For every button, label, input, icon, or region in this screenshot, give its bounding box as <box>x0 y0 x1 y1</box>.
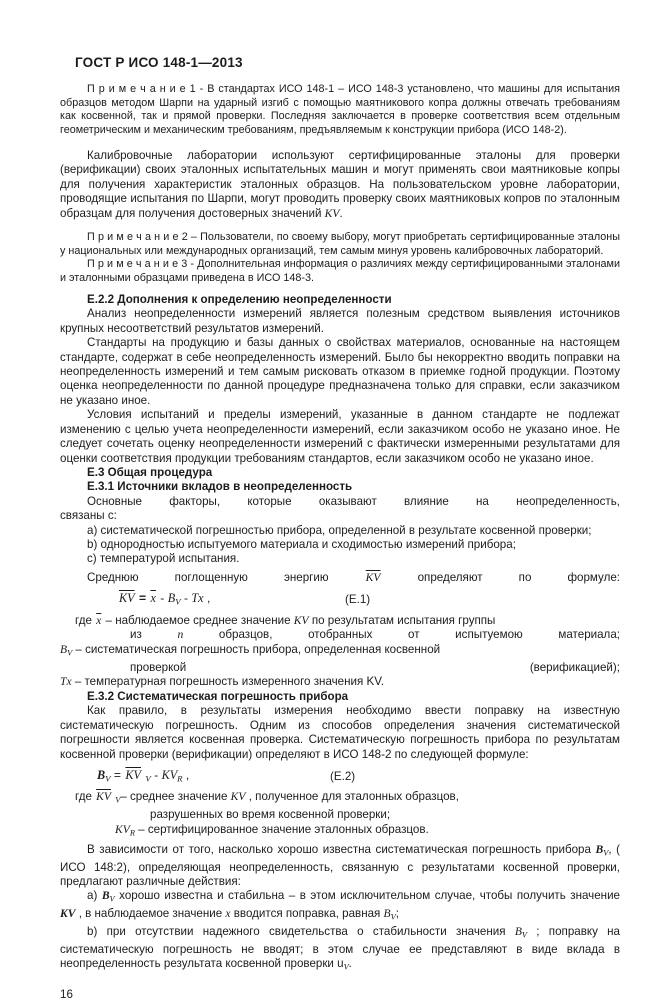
where-tx-line: Tx – температурная погрешность измеренного значения KV. <box>60 675 385 689</box>
formula-e1 <box>60 588 620 611</box>
page-number: 16 <box>60 987 73 1001</box>
formula-e2-number: (Е.2) <box>330 769 356 783</box>
where-kvr-line: $KV_R$ – сертифицированное значение эталонных образцов. <box>115 822 429 838</box>
note-3: П р и м е ч а н и е 3 - Дополнительная информация о различиях между сертифицированными эталонами и эталонными образцами приведена в ИСО 148-3. <box>60 258 620 284</box>
where-kvv-line1: где $\overline{KV}$ $_V$– среднее значение KV , полученное для эталонных образцов, <box>75 790 459 805</box>
where-bv-line1: $B_V$ – систематическая погрешность прибора, определенная косвенной <box>60 642 441 658</box>
paragraph-rule: Как правило, в результаты измерения необходимо ввести поправку на известную систематическую погрешность. Одним из способов определения значения систематической погрешности является косвенная проверка. Систематическую погрешность прибора по результатам косвенной проверки (верификации) определяют в ИСО 148-2 по следующей формуле: <box>60 704 620 761</box>
formula-e1-number: (Е.1) <box>345 593 371 607</box>
list-item-b: b) однородностью испытуемого материала и сходимостью измерений прибора; <box>87 537 516 551</box>
paragraph-conditions: Условия испытаний и пределы измерений, указанные в данном стандарте не подлежат изменению с целью учета неопределенности измерений, если заказчиком особо не указано иное. Не следует сочетать оценку неопределенности измерений с фактически измеренными результатами для оценки соответствия продукции требованиям стандартов, если заказчиком особо не указано иное. <box>60 408 620 465</box>
paragraph-item-b: b) при отсутствии надежного свидетельства о стабильности значения $B_V$ ; поправку на систематическую погрешность не вводят; в этом случае ее представляют в виде вклада в неопределенность результата косвенной проверки $u_V$. <box>60 924 621 972</box>
paragraph-average-energy: Среднюю поглощенную энергию $\overline{KV}$ определяют по формуле: <box>87 570 621 584</box>
page-header: ГОСТ Р ИСО 148-1—2013 <box>75 55 243 70</box>
formula-e2 <box>60 765 620 788</box>
paragraph-standards: Стандарты на продукцию и базы данных о свойствах материалов, основанные на настоящем стандарте, содержат в себе неопределенность измерений. Было бы некорректно вводить поправки на неопределенность измерений и тем самым рисковать отказом в приемке годной продукции. Поэтому оценка неопределенности по данной процедуре предназначена только для справки, если заказчиком не указано иное. <box>60 336 620 407</box>
paragraph-factors-line2: связаны с: <box>60 509 117 523</box>
paragraph-item-a: а) $B_V$ хорошо известна и стабильна – в этом исключительном случае, чтобы получить значение KV , в наблюдаемое значение x вводится поправка, равная $B_V$; <box>60 889 621 922</box>
heading-e3: Е.3 Общая процедура <box>87 465 213 479</box>
paragraph-analysis: Анализ неопределенности измерений является полезным средством выявления источников крупных несоответствий результатов измерений. <box>60 307 620 335</box>
where-bv-line2-left: проверкой <box>130 660 187 674</box>
paragraph-calibration: Калибровочные лаборатории используют сертифицированные эталоны для проверки (верификации) своих эталонных испытательных машин и могут применять свои маятниковые копры для получения характеристик эталонных образцов. На пользовательском уровне лаборатории, проводящие испытания по Шарпи, могут проводить проверку своих маятниковых копров по эталонным образцам для получения достоверных значений KV. <box>60 149 620 220</box>
formula-e2-expression: $B_V = \overline{KV}$ $_V - KV_R$ , <box>97 767 190 784</box>
where-bv-line2 <box>60 661 620 676</box>
list-item-c: c) температурой испытания. <box>87 552 240 566</box>
paragraph-factors-line1: Основные факторы, которые оказывают влияние на неопределенность, <box>87 494 620 508</box>
note-1: П р и м е ч а н и е 1 - В стандартах ИСО 148-1 – ИСО 148-3 установлено, что машины для испытания образцов методом Шарпи на ударный изгиб с помощью маятникового копра должны отвечать требованиям как косвенной, так и прямой проверки. Последняя заключается в проверке соответствия всем отдельным геометрическим и механическим требованиям, предъявляемым к конструкции прибора (ИСО 148-2). <box>60 83 620 136</box>
heading-e3-2: Е.3.2 Систематическая погрешность прибора <box>87 689 349 703</box>
formula-e1-expression: $\overline{KV} = \overline{x} - B_V - Tx$ , <box>119 591 211 607</box>
paragraph-depending: В зависимости от того, насколько хорошо известна систематическая погрешность прибора $B_V$, ( ИСО 148:2), определяющая неопределенность, связанную с результатами косвенной проверки, предлагают различные действия: <box>60 842 620 888</box>
heading-e2-2: Е.2.2 Дополнения к определению неопределенности <box>87 293 392 307</box>
paragraph-factors <box>60 495 620 524</box>
where-bv-line2-right: (верификацией); <box>529 660 620 674</box>
note-2: П р и м е ч а н и е 2 – Пользователи, по своему выбору, могут приобретать сертифицированные эталоны у национальных или международных организаций, тем самым минуя уровень калибровочных лабораторий. <box>60 231 620 257</box>
where-x-line2: из n образцов, отобранных от испытуемою материала; <box>130 628 620 642</box>
heading-e3-1: Е.3.1 Источники вкладов в неопределенность <box>87 480 353 494</box>
where-x-line1: где $\overline{x}$ – наблюдаемое среднее значение KV по результатам испытания группы <box>75 613 496 627</box>
list-item-a: а) систематической погрешностью прибора, определенной в результате косвенной проверки; <box>87 523 592 537</box>
where-kvv-line2: разрушенных во время косвенной проверки; <box>150 808 391 822</box>
